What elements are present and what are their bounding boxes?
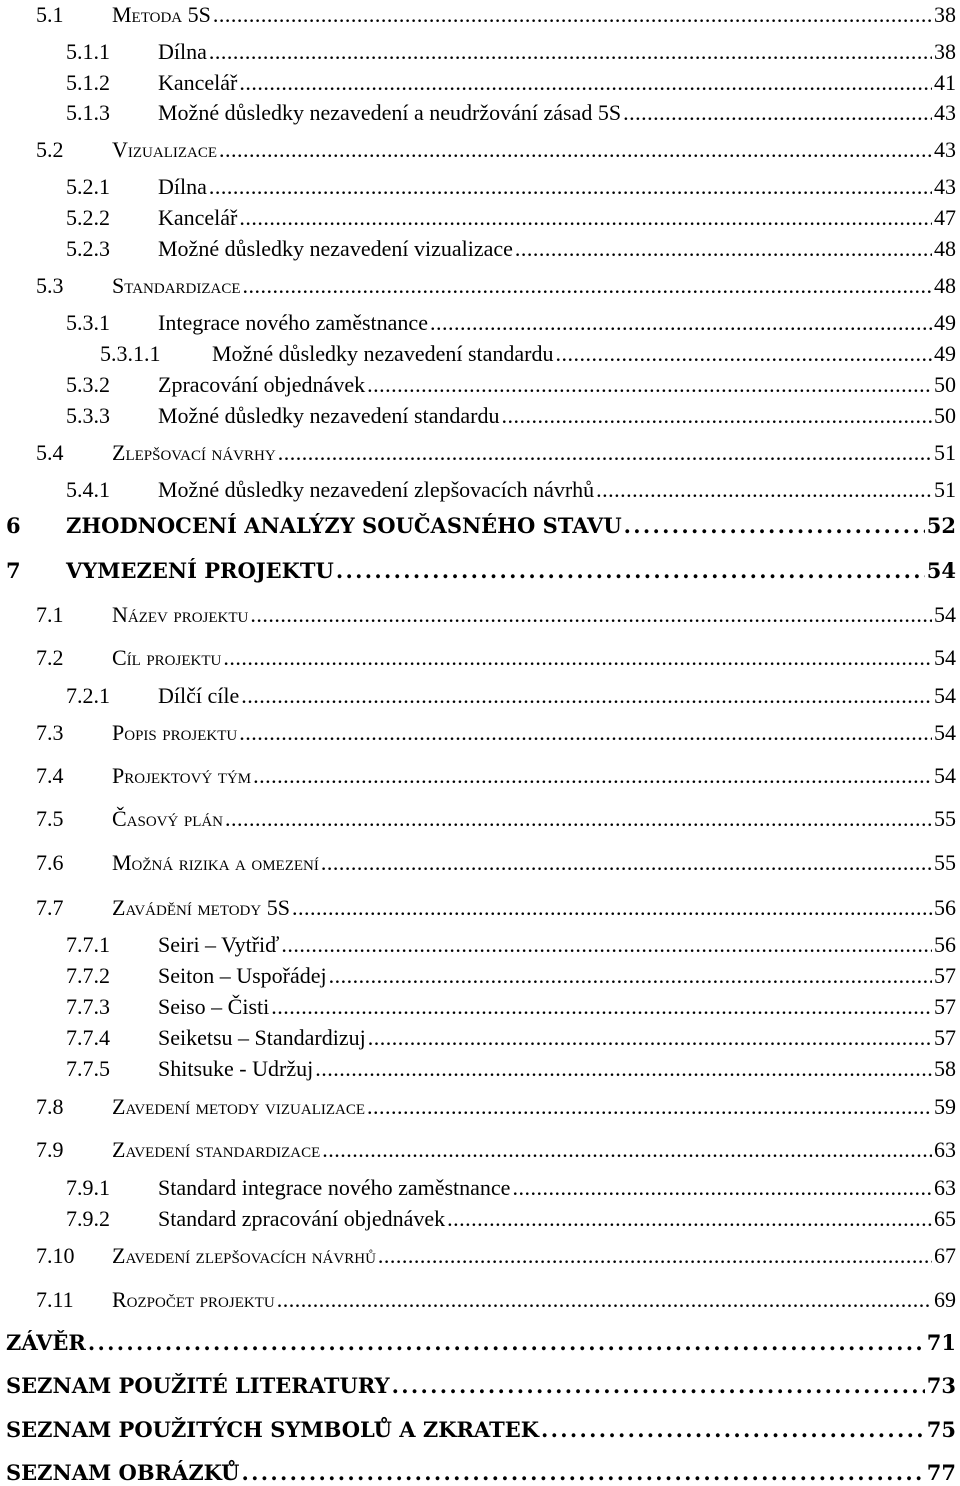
dot-leader [541, 1417, 925, 1443]
dot-leader [624, 513, 925, 539]
toc-entry[interactable] [0, 2, 960, 28]
toc-entry[interactable] [0, 806, 960, 832]
toc-entry-number: 7.2.1 [66, 683, 110, 708]
dot-leader [88, 1330, 925, 1356]
toc-entry-page-number: 50 [934, 403, 956, 428]
dot-leader [239, 70, 932, 96]
dot-leader [277, 1287, 932, 1313]
toc-entry-number: 5.4 [36, 440, 64, 465]
toc-entry-number: 7.7.2 [66, 963, 110, 988]
toc-entry[interactable] [0, 558, 960, 584]
toc-entry-title: Možné důsledky nezavedení standardu [212, 341, 554, 366]
toc-entry[interactable] [0, 1417, 960, 1443]
toc-entry[interactable] [0, 273, 960, 299]
dot-leader [502, 403, 933, 429]
dot-leader [512, 1175, 932, 1201]
toc-entry[interactable] [0, 403, 960, 429]
dot-leader [329, 963, 932, 989]
toc-entry-title: ZÁVĚR [6, 1330, 86, 1355]
toc-entry-number: 7.7.1 [66, 932, 110, 957]
toc-entry-title: Cíl projektu [112, 645, 222, 670]
toc-entry-number: 7.1 [36, 602, 64, 627]
dot-leader [278, 440, 932, 466]
toc-entry-number: 7.7 [36, 895, 64, 920]
dot-leader [225, 806, 932, 832]
toc-entry-title: Seiri – Vytřiď [158, 932, 280, 957]
dot-leader [315, 1056, 932, 1082]
dot-leader [447, 1206, 932, 1232]
dot-leader [253, 763, 932, 789]
dot-leader [209, 174, 932, 200]
toc-entry-page-number: 63 [934, 1137, 956, 1162]
toc-entry-title: Popis projektu [112, 720, 238, 745]
toc-entry[interactable] [0, 850, 960, 876]
toc-entry-number: 5.2.3 [66, 236, 110, 261]
toc-entry-page-number: 57 [934, 994, 956, 1019]
toc-entry-page-number: 52 [926, 513, 956, 538]
dot-leader [241, 683, 932, 709]
toc-entry[interactable] [0, 372, 960, 398]
toc-entry-page-number: 75 [926, 1417, 956, 1442]
toc-entry[interactable] [0, 513, 960, 539]
toc-entry-title: Zavedení metody vizualizace [112, 1094, 366, 1119]
toc-entry-title: Dílčí cíle [158, 683, 240, 708]
toc-entry-title: Zavedení standardizace [112, 1137, 321, 1162]
toc-entry-page-number: 48 [934, 273, 956, 298]
toc-entry[interactable] [0, 39, 960, 65]
toc-entry[interactable] [0, 720, 960, 746]
toc-entry-page-number: 41 [934, 70, 956, 95]
toc-entry-page-number: 57 [934, 963, 956, 988]
toc-entry[interactable] [0, 683, 960, 709]
toc-entry-page-number: 38 [934, 39, 956, 64]
toc-entry-page-number: 59 [934, 1094, 956, 1119]
toc-entry-page-number: 55 [934, 850, 956, 875]
toc-entry-page-number: 77 [926, 1460, 956, 1485]
dot-leader [239, 205, 932, 231]
dot-leader [596, 477, 932, 503]
toc-entry-title: ZHODNOCENÍ ANALÝZY SOUČASNÉHO STAVU [66, 513, 622, 538]
toc-entry-number: 6 [6, 513, 21, 538]
toc-entry-page-number: 43 [934, 100, 956, 125]
toc-entry[interactable] [0, 341, 960, 367]
toc-entry-page-number: 38 [934, 2, 956, 27]
dot-leader [239, 720, 932, 746]
dot-leader [367, 1094, 932, 1120]
toc-entry-number: 5.3.3 [66, 403, 110, 428]
dot-leader [322, 1137, 932, 1163]
toc-entry[interactable] [0, 205, 960, 231]
dot-leader [243, 273, 932, 299]
toc-entry-number: 7.7.4 [66, 1025, 110, 1050]
toc-entry[interactable] [0, 645, 960, 671]
toc-entry-page-number: 71 [926, 1330, 956, 1355]
toc-entry-page-number: 65 [934, 1206, 956, 1231]
toc-entry-page-number: 55 [934, 806, 956, 831]
toc-entry-number: 7.7.3 [66, 994, 110, 1019]
toc-entry-page-number: 69 [934, 1287, 956, 1312]
toc-entry-title: Shitsuke - Udržuj [158, 1056, 314, 1081]
toc-entry[interactable] [0, 1137, 960, 1163]
toc-entry-number: 5.3.2 [66, 372, 110, 397]
dot-leader [281, 932, 932, 958]
dot-leader [209, 39, 932, 65]
toc-entry-title: Možné důsledky nezavedení standardu [158, 403, 500, 428]
toc-entry[interactable] [0, 994, 960, 1020]
toc-entry-number: 7.9 [36, 1137, 64, 1162]
dot-leader [321, 850, 932, 876]
toc-entry-title: Možné důsledky nezavedení zlepšovacích návrhů [158, 477, 595, 502]
toc-entry[interactable] [0, 174, 960, 200]
toc-entry-page-number: 49 [934, 341, 956, 366]
toc-entry[interactable] [0, 1460, 960, 1486]
toc-entry[interactable] [0, 1330, 960, 1356]
toc-entry-page-number: 67 [934, 1243, 956, 1268]
toc-entry-title: SEZNAM POUŽITÝCH SYMBOLŮ A ZKRATEK [6, 1417, 539, 1442]
toc-entry-number: 7.7.5 [66, 1056, 110, 1081]
toc-entry-title: Název projektu [112, 602, 249, 627]
toc-entry-number: 5.1.2 [66, 70, 110, 95]
dot-leader [219, 137, 932, 163]
toc-entry-page-number: 54 [934, 720, 956, 745]
toc-entry-number: 5.1.1 [66, 39, 110, 64]
toc-entry-page-number: 49 [934, 310, 956, 335]
dot-leader [378, 1243, 932, 1269]
toc-entry-page-number: 47 [934, 205, 956, 230]
toc-entry-number: 5.4.1 [66, 477, 110, 502]
toc-entry[interactable] [0, 1287, 960, 1313]
toc-entry-page-number: 48 [934, 236, 956, 261]
toc-entry[interactable] [0, 477, 960, 503]
toc-entry-page-number: 51 [934, 440, 956, 465]
toc-entry[interactable] [0, 1094, 960, 1120]
toc-entry[interactable] [0, 1243, 960, 1269]
toc-entry-title: SEZNAM OBRÁZKŮ [6, 1460, 240, 1485]
dot-leader [213, 2, 932, 28]
toc-entry-page-number: 54 [934, 683, 956, 708]
dot-leader [271, 994, 932, 1020]
toc-entry[interactable] [0, 137, 960, 163]
toc-entry-title: Standard zpracování objednávek [158, 1206, 446, 1231]
toc-entry-page-number: 56 [934, 932, 956, 957]
toc-entry-number: 5.3 [36, 273, 64, 298]
toc-entry-title: VYMEZENÍ PROJEKTU [66, 558, 334, 583]
toc-entry-title: Vizualizace [112, 137, 218, 162]
toc-entry-number: 7.11 [36, 1287, 74, 1312]
dot-leader [430, 310, 932, 336]
toc-entry[interactable] [0, 100, 960, 126]
toc-entry-page-number: 43 [934, 174, 956, 199]
toc-entry-title: Zlepšovací návrhy [112, 440, 276, 465]
toc-entry-title: Projektový tým [112, 763, 252, 788]
toc-entry-title: Zpracování objednávek [158, 372, 366, 397]
toc-entry[interactable] [0, 932, 960, 958]
toc-entry-page-number: 73 [926, 1373, 956, 1398]
dot-leader [392, 1373, 925, 1399]
toc-entry-page-number: 63 [934, 1175, 956, 1200]
toc-entry[interactable] [0, 236, 960, 262]
toc-entry-page-number: 43 [934, 137, 956, 162]
toc-entry-title: SEZNAM POUŽITÉ LITERATURY [6, 1373, 390, 1398]
toc-entry-number: 5.1 [36, 2, 64, 27]
dot-leader [292, 895, 932, 921]
dot-leader [336, 558, 925, 584]
toc-entry-page-number: 58 [934, 1056, 956, 1081]
toc-entry-title: Časový plán [112, 806, 224, 831]
toc-entry-page-number: 50 [934, 372, 956, 397]
toc-entry-page-number: 56 [934, 895, 956, 920]
toc-entry-title: Kancelář [158, 205, 238, 230]
toc-entry[interactable] [0, 1175, 960, 1201]
toc-entry-title: Seiketsu – Standardizuj [158, 1025, 366, 1050]
toc-entry-number: 7.9.2 [66, 1206, 110, 1231]
toc-entry[interactable] [0, 895, 960, 921]
toc-entry-title: Zavedení zlepšovacích návrhů [112, 1243, 376, 1268]
toc-entry[interactable] [0, 763, 960, 789]
toc-entry-title: Metoda 5S [112, 2, 211, 27]
toc-entry[interactable] [0, 440, 960, 466]
dot-leader [250, 602, 932, 628]
toc-entry[interactable] [0, 1025, 960, 1051]
toc-entry[interactable] [0, 310, 960, 336]
toc-entry-title: Standard integrace nového zaměstnance [158, 1175, 511, 1200]
toc-entry[interactable] [0, 963, 960, 989]
toc-entry-number: 7.3 [36, 720, 64, 745]
toc-entry-number: 7.9.1 [66, 1175, 110, 1200]
toc-entry-number: 5.3.1 [66, 310, 110, 335]
toc-entry-number: 5.1.3 [66, 100, 110, 125]
toc-entry[interactable] [0, 1373, 960, 1399]
toc-entry-number: 7.2 [36, 645, 64, 670]
toc-entry[interactable] [0, 1056, 960, 1082]
dot-leader [556, 341, 933, 367]
dot-leader [368, 1025, 932, 1051]
toc-entry-page-number: 54 [934, 602, 956, 627]
toc-entry-number: 5.2 [36, 137, 64, 162]
dot-leader [241, 1460, 924, 1486]
toc-entry[interactable] [0, 1206, 960, 1232]
dot-leader [623, 100, 932, 126]
dot-leader [367, 372, 932, 398]
toc-entry[interactable] [0, 602, 960, 628]
toc-entry-title: Rozpočet projektu [112, 1287, 275, 1312]
dot-leader [515, 236, 932, 262]
toc-entry-page-number: 57 [934, 1025, 956, 1050]
toc-entry-title: Seiton – Uspořádej [158, 963, 327, 988]
toc-entry-title: Zavádění metody 5S [112, 895, 290, 920]
toc-entry-number: 5.3.1.1 [100, 341, 161, 366]
toc-entry-title: Možná rizika a omezení [112, 850, 319, 875]
toc-entry-number: 7.8 [36, 1094, 64, 1119]
toc-entry-number: 7.10 [36, 1243, 75, 1268]
toc-entry-title: Dílna [158, 174, 207, 199]
toc-entry-number: 5.2.1 [66, 174, 110, 199]
toc-entry-number: 7.5 [36, 806, 64, 831]
toc-entry-page-number: 54 [934, 645, 956, 670]
toc-entry[interactable] [0, 70, 960, 96]
toc-entry-page-number: 54 [934, 763, 956, 788]
dot-leader [223, 645, 932, 671]
toc-entry-title: Integrace nového zaměstnance [158, 310, 428, 335]
toc-entry-title: Dílna [158, 39, 207, 64]
toc-entry-page-number: 51 [934, 477, 956, 502]
toc-entry-title: Kancelář [158, 70, 238, 95]
toc-entry-number: 5.2.2 [66, 205, 110, 230]
toc-entry-title: Možné důsledky nezavedení vizualizace [158, 236, 513, 261]
toc-entry-title: Standardizace [112, 273, 241, 298]
toc-entry-number: 7.6 [36, 850, 64, 875]
toc-entry-title: Možné důsledky nezavedení a neudržování zásad 5S [158, 100, 622, 125]
toc-entry-page-number: 54 [926, 558, 956, 583]
toc-entry-number: 7.4 [36, 763, 64, 788]
toc-entry-number: 7 [6, 558, 21, 583]
toc-entry-title: Seiso – Čisti [158, 994, 270, 1019]
